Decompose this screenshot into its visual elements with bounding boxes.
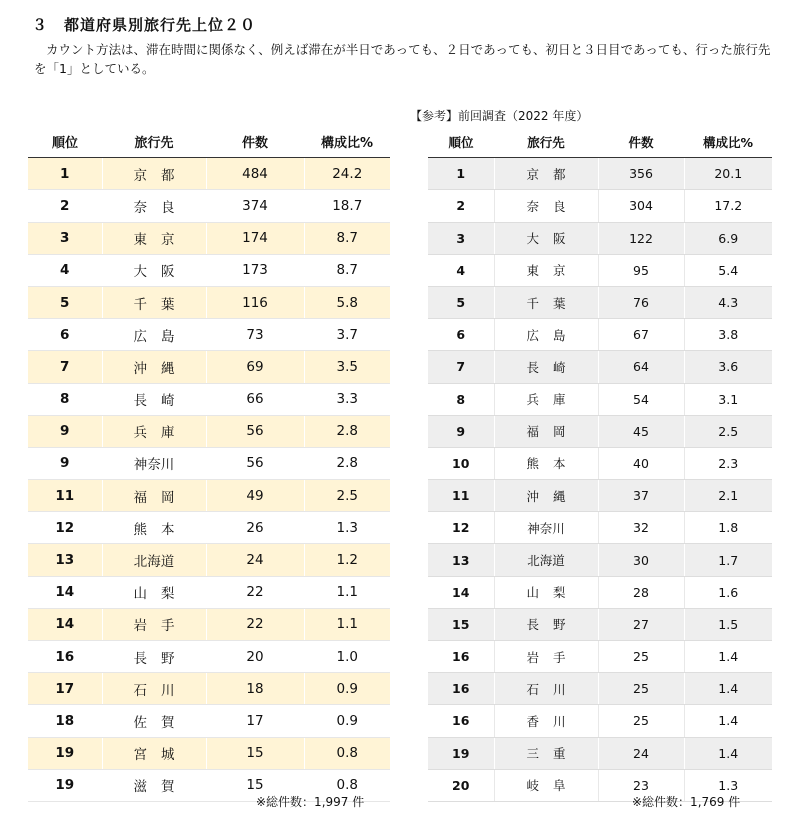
rank-cell: 18 xyxy=(28,705,102,737)
table-row xyxy=(428,415,772,447)
current-total-count: ※総件数：1,997 件 xyxy=(256,795,365,809)
rank-cell: 16 xyxy=(428,641,494,673)
count-cell: 76 xyxy=(598,286,684,318)
share-cell: 1.4 xyxy=(684,737,772,769)
table-row xyxy=(28,737,390,769)
destination-cell: 神奈川 xyxy=(102,447,206,479)
rank-cell: 8 xyxy=(28,383,102,415)
share-cell: 3.3 xyxy=(304,383,390,415)
destination-cell: 佐賀 xyxy=(102,705,206,737)
count-cell: 174 xyxy=(206,222,304,254)
share-cell: 1.0 xyxy=(304,641,390,673)
rank-cell: 1 xyxy=(28,158,102,190)
share-cell: 1.4 xyxy=(684,641,772,673)
header-count: 件数 xyxy=(598,126,684,158)
table-row xyxy=(428,673,772,705)
rank-cell: 1 xyxy=(428,158,494,190)
rank-cell: 13 xyxy=(28,544,102,576)
share-cell: 20.1 xyxy=(684,158,772,190)
destination-cell: 広島 xyxy=(102,319,206,351)
rank-cell: 19 xyxy=(28,737,102,769)
count-cell: 484 xyxy=(206,158,304,190)
share-cell: 1.8 xyxy=(684,512,772,544)
share-cell: 2.3 xyxy=(684,447,772,479)
count-cell: 73 xyxy=(206,319,304,351)
count-cell: 22 xyxy=(206,576,304,608)
count-cell: 24 xyxy=(598,737,684,769)
destination-cell: 大阪 xyxy=(494,222,598,254)
rank-cell: 3 xyxy=(28,222,102,254)
destination-cell: 千葉 xyxy=(494,286,598,318)
table-row xyxy=(428,737,772,769)
count-cell: 56 xyxy=(206,415,304,447)
table-row xyxy=(428,351,772,383)
destination-cell: 宮城 xyxy=(102,737,206,769)
count-cell: 24 xyxy=(206,544,304,576)
count-cell: 95 xyxy=(598,254,684,286)
page-title: ３ 都道府県別旅行先上位２０ xyxy=(32,16,257,34)
rank-cell: 11 xyxy=(428,480,494,512)
table-row xyxy=(28,254,390,286)
share-cell: 1.1 xyxy=(304,576,390,608)
destination-cell: 北海道 xyxy=(102,544,206,576)
rank-cell: 5 xyxy=(428,286,494,318)
count-cell: 173 xyxy=(206,254,304,286)
destination-cell: 京都 xyxy=(494,158,598,190)
table-row xyxy=(28,705,390,737)
rank-cell: 7 xyxy=(428,351,494,383)
rank-cell: 13 xyxy=(428,544,494,576)
share-cell: 1.2 xyxy=(304,544,390,576)
rank-cell: 14 xyxy=(28,576,102,608)
share-cell: 0.9 xyxy=(304,673,390,705)
destination-cell: 長崎 xyxy=(102,383,206,415)
header-share: 構成比% xyxy=(684,126,772,158)
destination-cell: 奈良 xyxy=(494,190,598,222)
table-row xyxy=(428,576,772,608)
destination-cell: 千葉 xyxy=(102,286,206,318)
destination-cell: 石川 xyxy=(102,673,206,705)
share-cell: 8.7 xyxy=(304,254,390,286)
table-row xyxy=(428,608,772,640)
count-cell: 356 xyxy=(598,158,684,190)
share-cell: 1.1 xyxy=(304,608,390,640)
table-row xyxy=(28,608,390,640)
destination-cell: 山梨 xyxy=(494,576,598,608)
share-cell: 3.8 xyxy=(684,319,772,351)
count-cell: 64 xyxy=(598,351,684,383)
rank-cell: 10 xyxy=(428,447,494,479)
share-cell: 1.5 xyxy=(684,608,772,640)
count-cell: 15 xyxy=(206,769,304,801)
count-cell: 374 xyxy=(206,190,304,222)
rank-cell: 16 xyxy=(428,673,494,705)
count-cell: 45 xyxy=(598,415,684,447)
share-cell: 8.7 xyxy=(304,222,390,254)
count-cell: 17 xyxy=(206,705,304,737)
header-share: 構成比% xyxy=(304,126,390,158)
share-cell: 5.8 xyxy=(304,286,390,318)
destination-cell: 長野 xyxy=(494,608,598,640)
table-row xyxy=(428,158,772,190)
rank-cell: 16 xyxy=(28,641,102,673)
rank-cell: 4 xyxy=(428,254,494,286)
table-row xyxy=(28,673,390,705)
rank-cell: 9 xyxy=(28,415,102,447)
share-cell: 2.1 xyxy=(684,480,772,512)
table-row xyxy=(28,544,390,576)
destination-cell: 三重 xyxy=(494,737,598,769)
count-cell: 23 xyxy=(598,769,684,801)
count-cell: 67 xyxy=(598,319,684,351)
table-row xyxy=(428,319,772,351)
current-ranking-body xyxy=(28,158,390,802)
share-cell: 6.9 xyxy=(684,222,772,254)
share-cell: 2.5 xyxy=(684,415,772,447)
share-cell: 3.1 xyxy=(684,383,772,415)
count-cell: 116 xyxy=(206,286,304,318)
count-cell: 37 xyxy=(598,480,684,512)
share-cell: 3.5 xyxy=(304,351,390,383)
table-row xyxy=(28,447,390,479)
rank-cell: 12 xyxy=(28,512,102,544)
share-cell: 0.8 xyxy=(304,737,390,769)
destination-cell: 香川 xyxy=(494,705,598,737)
count-cell: 54 xyxy=(598,383,684,415)
share-cell: 2.8 xyxy=(304,415,390,447)
rank-cell: 8 xyxy=(428,383,494,415)
rank-cell: 19 xyxy=(428,737,494,769)
count-cell: 32 xyxy=(598,512,684,544)
count-cell: 26 xyxy=(206,512,304,544)
destination-cell: 岐阜 xyxy=(494,769,598,801)
destination-cell: 石川 xyxy=(494,673,598,705)
table-row xyxy=(28,222,390,254)
rank-cell: 4 xyxy=(28,254,102,286)
table-row xyxy=(28,158,390,190)
header-destination: 旅行先 xyxy=(102,126,206,158)
table-row xyxy=(28,415,390,447)
count-cell: 25 xyxy=(598,705,684,737)
destination-cell: 京都 xyxy=(102,158,206,190)
rank-cell: 3 xyxy=(428,222,494,254)
count-method-description: カウント方法は、滞在時間に関係なく、例えば滞在が半日であっても、２日であっても、初日と３日目であっても、行った旅行先を「1」としている。 xyxy=(34,42,771,76)
destination-cell: 兵庫 xyxy=(102,415,206,447)
table-header-row xyxy=(428,126,772,158)
share-cell: 3.7 xyxy=(304,319,390,351)
count-cell: 25 xyxy=(598,641,684,673)
share-cell: 1.6 xyxy=(684,576,772,608)
rank-cell: 16 xyxy=(428,705,494,737)
table-row xyxy=(28,190,390,222)
share-cell: 24.2 xyxy=(304,158,390,190)
rank-cell: 19 xyxy=(28,769,102,801)
table-row xyxy=(428,447,772,479)
header-rank: 順位 xyxy=(428,126,494,158)
share-cell: 1.4 xyxy=(684,705,772,737)
share-cell: 18.7 xyxy=(304,190,390,222)
table-row xyxy=(428,705,772,737)
count-cell: 15 xyxy=(206,737,304,769)
destination-cell: 福岡 xyxy=(102,480,206,512)
rank-cell: 20 xyxy=(428,769,494,801)
destination-cell: 東京 xyxy=(102,222,206,254)
rank-cell: 17 xyxy=(28,673,102,705)
count-cell: 27 xyxy=(598,608,684,640)
table-row xyxy=(28,480,390,512)
count-cell: 25 xyxy=(598,673,684,705)
table-header-row xyxy=(28,126,390,158)
count-cell: 28 xyxy=(598,576,684,608)
destination-cell: 沖縄 xyxy=(102,351,206,383)
header-destination: 旅行先 xyxy=(494,126,598,158)
share-cell: 17.2 xyxy=(684,190,772,222)
share-cell: 2.5 xyxy=(304,480,390,512)
share-cell: 2.8 xyxy=(304,447,390,479)
share-cell: 1.3 xyxy=(684,769,772,801)
table-row xyxy=(28,641,390,673)
share-cell: 3.6 xyxy=(684,351,772,383)
destination-cell: 滋賀 xyxy=(102,769,206,801)
count-cell: 49 xyxy=(206,480,304,512)
rank-cell: 6 xyxy=(428,319,494,351)
destination-cell: 神奈川 xyxy=(494,512,598,544)
table-row xyxy=(428,222,772,254)
count-cell: 66 xyxy=(206,383,304,415)
destination-cell: 熊本 xyxy=(494,447,598,479)
destination-cell: 熊本 xyxy=(102,512,206,544)
destination-cell: 広島 xyxy=(494,319,598,351)
table-row xyxy=(428,383,772,415)
table-row xyxy=(28,576,390,608)
share-cell: 1.3 xyxy=(304,512,390,544)
destination-cell: 兵庫 xyxy=(494,383,598,415)
count-cell: 40 xyxy=(598,447,684,479)
table-row xyxy=(428,254,772,286)
share-cell: 5.4 xyxy=(684,254,772,286)
count-cell: 69 xyxy=(206,351,304,383)
destination-cell: 山梨 xyxy=(102,576,206,608)
table-row xyxy=(28,319,390,351)
count-cell: 304 xyxy=(598,190,684,222)
count-cell: 56 xyxy=(206,447,304,479)
table-row xyxy=(428,190,772,222)
previous-total-count: ※総件数：1,769 件 xyxy=(632,795,741,809)
share-cell: 4.3 xyxy=(684,286,772,318)
count-cell: 122 xyxy=(598,222,684,254)
count-cell: 22 xyxy=(206,608,304,640)
previous-ranking-body xyxy=(428,158,772,802)
rank-cell: 2 xyxy=(28,190,102,222)
destination-cell: 岩手 xyxy=(102,608,206,640)
header-rank: 順位 xyxy=(28,126,102,158)
share-cell: 0.8 xyxy=(304,769,390,801)
rank-cell: 9 xyxy=(28,447,102,479)
destination-cell: 大阪 xyxy=(102,254,206,286)
rank-cell: 14 xyxy=(28,608,102,640)
count-cell: 18 xyxy=(206,673,304,705)
table-row xyxy=(28,512,390,544)
table-row xyxy=(28,286,390,318)
count-cell: 30 xyxy=(598,544,684,576)
destination-cell: 長野 xyxy=(102,641,206,673)
header-count: 件数 xyxy=(206,126,304,158)
rank-cell: 9 xyxy=(428,415,494,447)
destination-cell: 北海道 xyxy=(494,544,598,576)
table-row xyxy=(28,383,390,415)
destination-cell: 沖縄 xyxy=(494,480,598,512)
table-row xyxy=(428,286,772,318)
rank-cell: 2 xyxy=(428,190,494,222)
rank-cell: 12 xyxy=(428,512,494,544)
destination-cell: 岩手 xyxy=(494,641,598,673)
table-row xyxy=(28,351,390,383)
previous-survey-label: 【参考】前回調査（2022 年度） xyxy=(410,109,589,123)
table-row xyxy=(428,544,772,576)
current-ranking-table xyxy=(28,126,390,802)
rank-cell: 7 xyxy=(28,351,102,383)
rank-cell: 14 xyxy=(428,576,494,608)
rank-cell: 15 xyxy=(428,608,494,640)
count-cell: 20 xyxy=(206,641,304,673)
destination-cell: 奈良 xyxy=(102,190,206,222)
previous-ranking-table xyxy=(428,126,772,802)
share-cell: 0.9 xyxy=(304,705,390,737)
rank-cell: 11 xyxy=(28,480,102,512)
destination-cell: 福岡 xyxy=(494,415,598,447)
table-row xyxy=(428,480,772,512)
table-row xyxy=(428,641,772,673)
rank-cell: 5 xyxy=(28,286,102,318)
share-cell: 1.7 xyxy=(684,544,772,576)
destination-cell: 東京 xyxy=(494,254,598,286)
share-cell: 1.4 xyxy=(684,673,772,705)
table-row xyxy=(428,512,772,544)
destination-cell: 長崎 xyxy=(494,351,598,383)
rank-cell: 6 xyxy=(28,319,102,351)
